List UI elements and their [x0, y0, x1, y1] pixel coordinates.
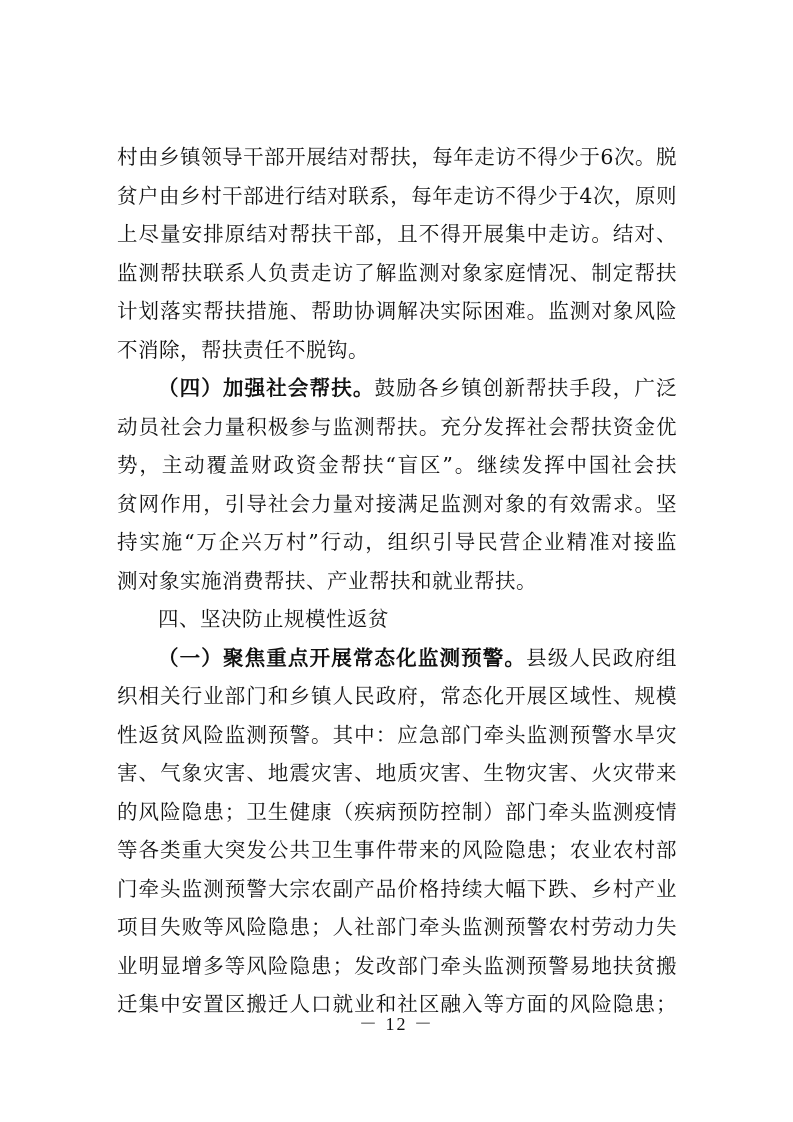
text-line: 测对象实施消费帮扶、产业帮扶和就业帮扶。	[117, 568, 537, 593]
text-line: 不消除，帮扶责任不脱钩。	[117, 337, 369, 362]
text-line: 动员社会力量积极参与监测帮扶。充分发挥社会帮扶资金优	[117, 414, 677, 439]
text-run: 鼓励各乡镇创新帮扶手段，广泛	[374, 376, 678, 400]
text-line: 等各类重大突发公共卫生事件带来的风险隐患；农业农村部	[117, 838, 677, 862]
text-line: 的风险隐患；卫生健康（疾病预防控制）部门牵头监测疫情	[117, 799, 677, 824]
text-line: 害、气象灾害、地震灾害、地质灾害、生物灾害、火灾带来	[117, 761, 677, 785]
section-four-line	[117, 369, 677, 408]
text-line: 村由乡镇领导干部开展结对帮扶，每年走访不得少于6次。脱	[117, 145, 677, 169]
text-line: 势，主动覆盖财政资金帮扶“盲区”。继续发挥中国社会扶	[117, 453, 677, 477]
text-line: 门牵头监测预警大宗农副产品价格持续大幅下跌、乡村产业	[117, 876, 677, 901]
text-line: 计划落实帮扶措施、帮助协调解决实际困难。监测对象风险	[117, 299, 677, 323]
text-line: 贫网作用，引导社会力量对接满足监测对象的有效需求。坚	[117, 491, 677, 516]
page-number: － 12 －	[359, 1014, 434, 1034]
chapter-heading-prevent-large-scale-poverty-return: 四、坚决防止规模性返贫	[158, 607, 389, 631]
text-run: 县级人民政府组	[526, 645, 678, 670]
text-line: 性返贫风险监测预警。其中：应急部门牵头监测预警水旱灾	[117, 722, 677, 747]
text-line: 持实施“万企兴万村”行动，组织引导民营企业精准对接监	[117, 530, 677, 554]
document-body	[117, 138, 677, 1024]
section-one-line	[117, 639, 677, 678]
text-line: 业明显增多等风险隐患；发改部门牵头监测预警易地扶贫搬	[117, 953, 677, 978]
text-line: 监测帮扶联系人负责走访了解监测对象家庭情况、制定帮扶	[117, 260, 677, 285]
text-line: 项目失败等风险隐患；人社部门牵头监测预警农村劳动力失	[117, 915, 677, 939]
section-heading-monitoring-warning: （一）聚焦重点开展常态化监测预警。	[158, 645, 527, 670]
section-heading-strengthen-social-support: （四）加强社会帮扶。	[158, 376, 375, 400]
text-line: 织相关行业部门和乡镇人民政府，常态化开展区域性、规模	[117, 684, 677, 708]
text-line: 上尽量安排原结对帮扶干部，且不得开展集中走访。结对、	[117, 222, 677, 246]
text-line: 贫户由乡村干部进行结对联系，每年走访不得少于4次，原则	[117, 183, 677, 208]
text-line: 迁集中安置区搬迁人口就业和社区融入等方面的风险隐患；	[117, 992, 677, 1016]
